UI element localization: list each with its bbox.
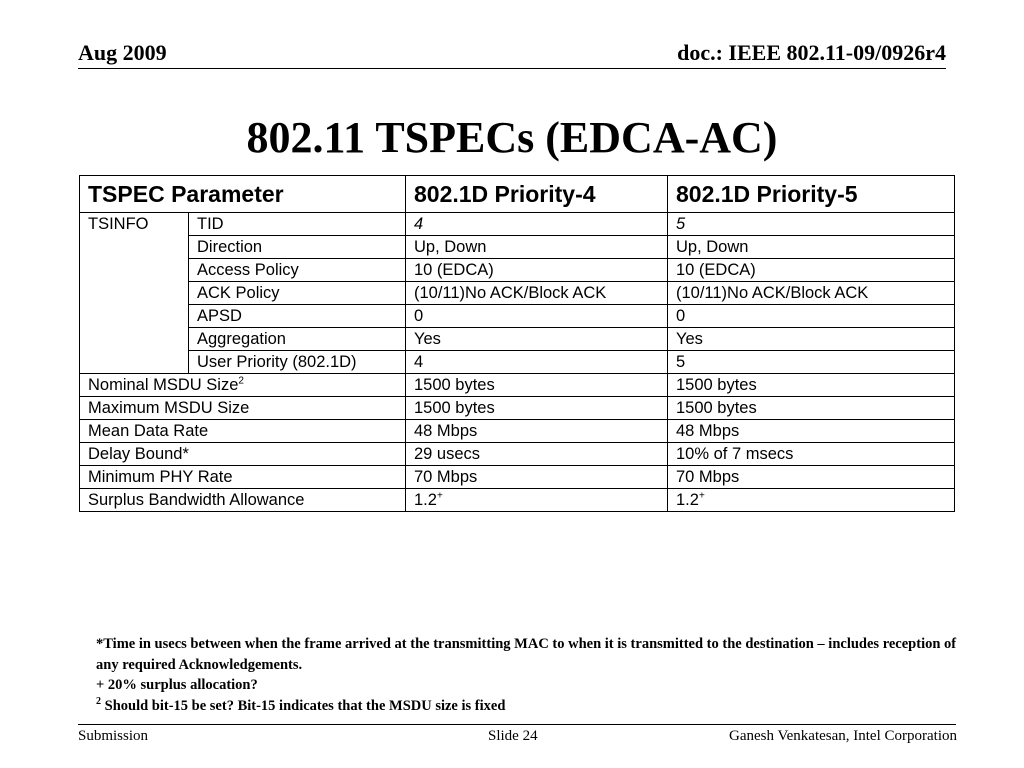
param-cell: Delay Bound* bbox=[80, 443, 406, 466]
p5-cell: 1500 bytes bbox=[668, 397, 955, 420]
param-cell: User Priority (802.1D) bbox=[189, 351, 406, 374]
param-cell: Direction bbox=[189, 236, 406, 259]
param-cell: Aggregation bbox=[189, 328, 406, 351]
footnote-marker: 2 bbox=[238, 375, 244, 387]
p5-cell: Yes bbox=[668, 328, 955, 351]
param-cell: ACK Policy bbox=[189, 282, 406, 305]
header-date: Aug 2009 bbox=[78, 40, 167, 65]
p4-cell: 70 Mbps bbox=[406, 466, 668, 489]
p5-cell: Up, Down bbox=[668, 236, 955, 259]
table-row bbox=[80, 351, 955, 374]
surplus-marker: + bbox=[436, 490, 443, 502]
table-row bbox=[80, 443, 955, 466]
param-cell bbox=[80, 374, 406, 397]
table-row bbox=[80, 397, 955, 420]
table-row bbox=[80, 328, 955, 351]
p4-cell: 4 bbox=[406, 351, 668, 374]
footnote-msdu-text: Should bit-15 be set? Bit-15 indicates that the MSDU size is fixed bbox=[101, 697, 506, 714]
param-cell: Minimum PHY Rate bbox=[80, 466, 406, 489]
table-row bbox=[80, 259, 955, 282]
footer-divider bbox=[78, 724, 956, 725]
param-cell: APSD bbox=[189, 305, 406, 328]
p4-cell: (10/11)No ACK/Block ACK bbox=[406, 282, 668, 305]
header-doc-id: doc.: IEEE 802.11-09/0926r4 bbox=[677, 40, 946, 65]
param-cell: Surplus Bandwidth Allowance bbox=[80, 489, 406, 512]
p4-cell: 48 Mbps bbox=[406, 420, 668, 443]
p5-cell bbox=[668, 489, 955, 512]
table-row bbox=[80, 305, 955, 328]
p4-cell bbox=[406, 489, 668, 512]
surplus-marker: + bbox=[698, 490, 705, 502]
p4-cell: Up, Down bbox=[406, 236, 668, 259]
footer-submission: Submission bbox=[78, 728, 149, 744]
footer-author: Ganesh Venkatesan, Intel Corporation bbox=[729, 728, 957, 744]
table-header-row bbox=[80, 176, 955, 213]
footnote-msdu bbox=[96, 696, 966, 717]
table-row bbox=[80, 374, 955, 397]
nominal-msdu-label: Nominal MSDU Size bbox=[88, 376, 239, 394]
tsinfo-label: TSINFO bbox=[80, 213, 189, 374]
p4-cell: 0 bbox=[406, 305, 668, 328]
p5-cell: 48 Mbps bbox=[668, 420, 955, 443]
p5-cell: 70 Mbps bbox=[668, 466, 955, 489]
p5-value: 1.2 bbox=[676, 491, 699, 509]
table-row bbox=[80, 236, 955, 259]
param-cell: TID bbox=[189, 213, 406, 236]
header-divider bbox=[78, 68, 946, 69]
p5-cell: 5 bbox=[668, 213, 955, 236]
p4-cell: 1500 bytes bbox=[406, 374, 668, 397]
footnote-marker: 2 bbox=[96, 695, 101, 707]
table-row bbox=[80, 466, 955, 489]
tspec-table bbox=[79, 175, 955, 512]
p4-cell: 10 (EDCA) bbox=[406, 259, 668, 282]
header-parameter: TSPEC Parameter bbox=[80, 176, 406, 213]
p4-cell: Yes bbox=[406, 328, 668, 351]
footnotes bbox=[96, 634, 966, 716]
header-priority-4: 802.1D Priority-4 bbox=[406, 176, 668, 213]
p4-value: 1.2 bbox=[414, 491, 437, 509]
table-row bbox=[80, 489, 955, 512]
table-row bbox=[80, 282, 955, 305]
p5-cell: 5 bbox=[668, 351, 955, 374]
p5-cell: (10/11)No ACK/Block ACK bbox=[668, 282, 955, 305]
table-row bbox=[80, 420, 955, 443]
table-row bbox=[80, 213, 955, 236]
footer-slide-number: Slide 24 bbox=[488, 728, 538, 744]
p5-cell: 0 bbox=[668, 305, 955, 328]
footnote-delay: *Time in usecs between when the frame arrived at the transmitting MAC to when it is transmitted to the destination – includes reception of any required Acknowledgements. bbox=[96, 636, 957, 673]
p5-cell: 1500 bytes bbox=[668, 374, 955, 397]
param-cell: Maximum MSDU Size bbox=[80, 397, 406, 420]
footnote-surplus: + 20% surplus allocation? bbox=[96, 677, 258, 693]
p5-cell: 10 (EDCA) bbox=[668, 259, 955, 282]
p4-cell: 1500 bytes bbox=[406, 397, 668, 420]
slide-title: 802.11 TSPECs (EDCA-AC) bbox=[246, 113, 778, 162]
p4-cell: 4 bbox=[406, 213, 668, 236]
param-cell: Mean Data Rate bbox=[80, 420, 406, 443]
header-priority-5: 802.1D Priority-5 bbox=[668, 176, 955, 213]
param-cell: Access Policy bbox=[189, 259, 406, 282]
p5-cell: 10% of 7 msecs bbox=[668, 443, 955, 466]
p4-cell: 29 usecs bbox=[406, 443, 668, 466]
